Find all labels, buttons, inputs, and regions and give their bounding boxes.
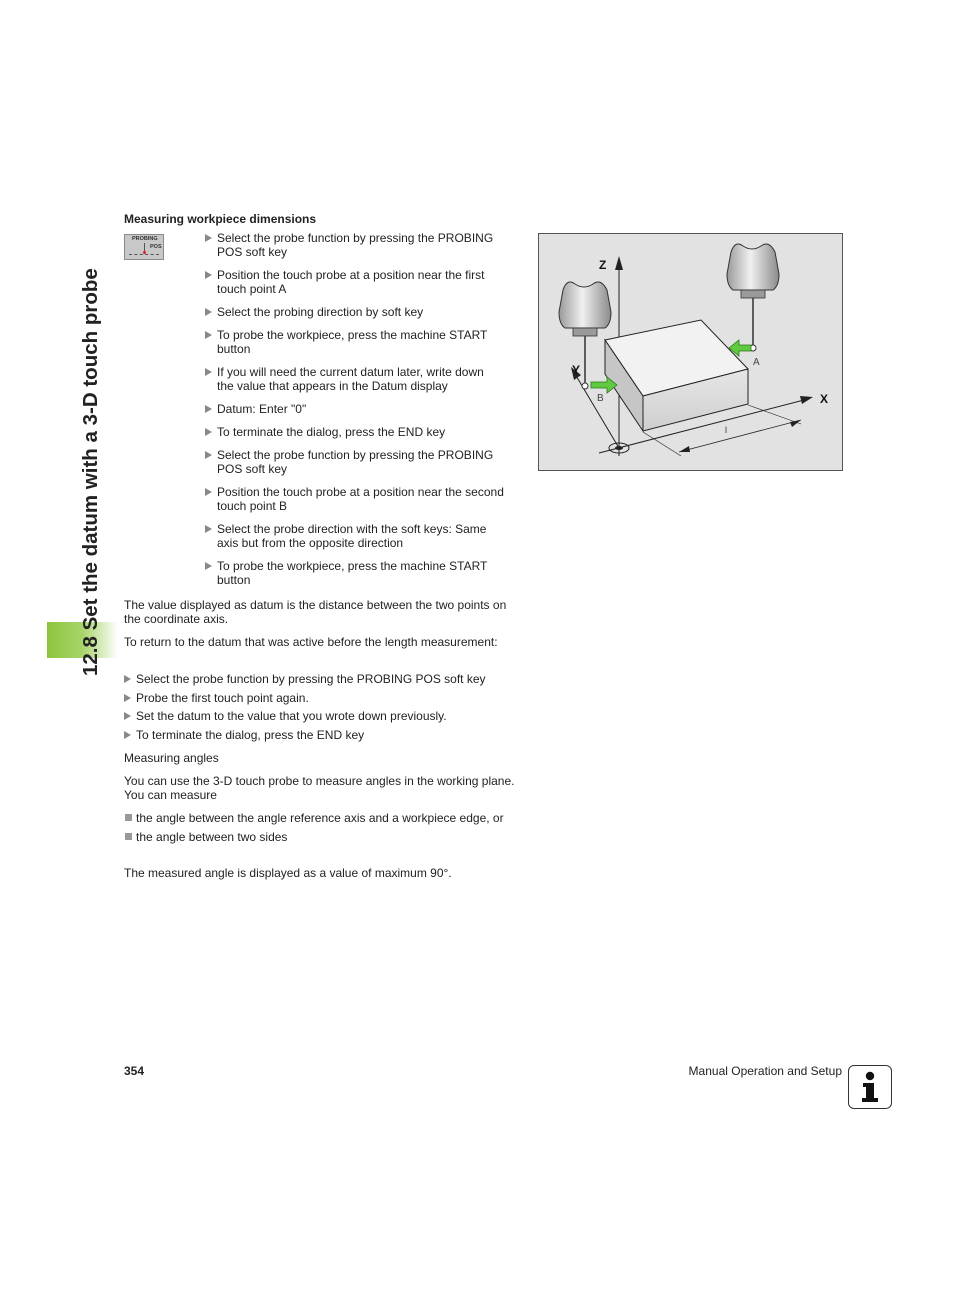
- return-step: [124, 672, 524, 686]
- return-step: [124, 691, 524, 705]
- procedure-step: [205, 402, 525, 416]
- bullet-triangle-icon: [205, 368, 212, 376]
- procedure-steps: [205, 231, 525, 596]
- z-axis-label: Z: [599, 258, 607, 272]
- x-axis-label: X: [820, 392, 829, 406]
- datum-paragraph: The value displayed as datum is the distance between the two points on the coordinate axis.: [124, 598, 507, 626]
- angle-option: [124, 811, 524, 825]
- bullet-triangle-icon: [124, 694, 131, 702]
- page-number: 354: [124, 1064, 145, 1078]
- procedure-step-text: Select the probe direction with the soft keys: Same axis but from the opposite direction: [217, 522, 487, 550]
- dimension-line: [679, 420, 801, 452]
- procedure-step: [205, 425, 525, 439]
- angle-option: [124, 830, 524, 844]
- bullet-triangle-icon: [124, 675, 131, 683]
- bullet-triangle-icon: [124, 731, 131, 739]
- angles-heading: Measuring angles: [124, 751, 219, 765]
- procedure-step-text: If you will need the current datum later, write down the value that appears in the Datum display: [217, 365, 484, 393]
- probing-pos-softkey-icon: [124, 234, 164, 260]
- bullet-triangle-icon: [205, 405, 212, 413]
- bullet-square-icon: [125, 814, 132, 821]
- z-axis-arrowhead: [615, 256, 623, 270]
- point-a-label: A: [753, 357, 760, 368]
- procedure-step: [205, 365, 525, 393]
- bullet-triangle-icon: [205, 451, 212, 459]
- return-paragraph: To return to the datum that was active before the length measurement:: [124, 635, 498, 649]
- probing-diagram: [538, 233, 843, 471]
- procedure-step-text: To probe the workpiece, press the machine START button: [217, 559, 488, 587]
- probe-right-icon: [727, 244, 779, 351]
- procedure-step: [205, 522, 525, 550]
- probing-diagram-svg: [539, 234, 844, 472]
- probe-left-icon: [559, 282, 611, 389]
- procedure-step-text: To probe the workpiece, press the machine START button: [217, 328, 488, 356]
- procedure-step: [205, 328, 525, 356]
- procedure-step: [205, 559, 525, 587]
- bullet-triangle-icon: [205, 525, 212, 533]
- procedure-step: [205, 485, 525, 513]
- bullet-triangle-icon: [205, 271, 212, 279]
- return-step: [124, 728, 524, 742]
- x-axis-arrowhead: [800, 396, 813, 404]
- procedure-step-text: Position the touch probe at a position near the second touch point B: [217, 485, 504, 513]
- bullet-triangle-icon: [205, 562, 212, 570]
- point-b-label: B: [597, 393, 604, 404]
- procedure-step-text: To terminate the dialog, press the END key: [217, 425, 446, 439]
- angle-option-text: the angle between two sides: [136, 830, 288, 844]
- bullet-square-icon: [125, 833, 132, 840]
- angles-note: The measured angle is displayed as a value of maximum 90°.: [124, 866, 452, 880]
- procedure-step: [205, 231, 525, 259]
- bullet-triangle-icon: [205, 488, 212, 496]
- y-axis-label: Y: [572, 363, 581, 377]
- return-step-text: Select the probe function by pressing the PROBING POS soft key: [136, 672, 486, 686]
- dimension-arrow-left: [679, 446, 690, 452]
- angles-intro: You can use the 3-D touch probe to measure angles in the working plane. You can measure: [124, 774, 515, 802]
- dimension-label: l: [725, 425, 727, 435]
- bullet-triangle-icon: [124, 712, 131, 720]
- procedure-step: [205, 305, 525, 319]
- return-step: [124, 709, 524, 723]
- info-icon: [848, 1065, 892, 1109]
- bullet-triangle-icon: [205, 308, 212, 316]
- datum-center: [615, 446, 623, 450]
- section-heading: Measuring workpiece dimensions: [124, 212, 317, 226]
- procedure-step: [205, 268, 525, 296]
- bullet-triangle-icon: [205, 234, 212, 242]
- procedure-step-text: Select the probe function by pressing the PROBING POS soft key: [217, 231, 494, 259]
- return-step-text: To terminate the dialog, press the END key: [136, 728, 365, 743]
- return-step-text: Probe the first touch point again.: [136, 690, 309, 705]
- softkey-workpiece-line: [129, 254, 159, 255]
- dimension-extension-b: [643, 432, 681, 456]
- angle-options: [124, 811, 524, 849]
- bullet-triangle-icon: [205, 331, 212, 339]
- procedure-step-text: Select the probe function by pressing the PROBING POS soft key: [217, 448, 494, 476]
- return-steps: [124, 672, 524, 747]
- chapter-title: 12.8 Set the datum with a 3-D touch probe: [79, 268, 102, 676]
- procedure-step-text: Select the probing direction by soft key: [217, 305, 424, 319]
- softkey-label-line1: PROBING: [132, 236, 158, 242]
- procedure-step: [205, 448, 525, 476]
- chapter-footer-title: Manual Operation and Setup: [688, 1064, 842, 1078]
- softkey-label-line2: POS: [150, 244, 162, 250]
- bullet-triangle-icon: [205, 428, 212, 436]
- procedure-step-text: Datum: Enter "0": [217, 402, 307, 416]
- procedure-step-text: Position the touch probe at a position near the first touch point A: [217, 268, 485, 296]
- return-step-text: Set the datum to the value that you wrote down previously.: [136, 709, 447, 724]
- angle-option-text: the angle between the angle reference axis and a workpiece edge, or: [136, 811, 504, 825]
